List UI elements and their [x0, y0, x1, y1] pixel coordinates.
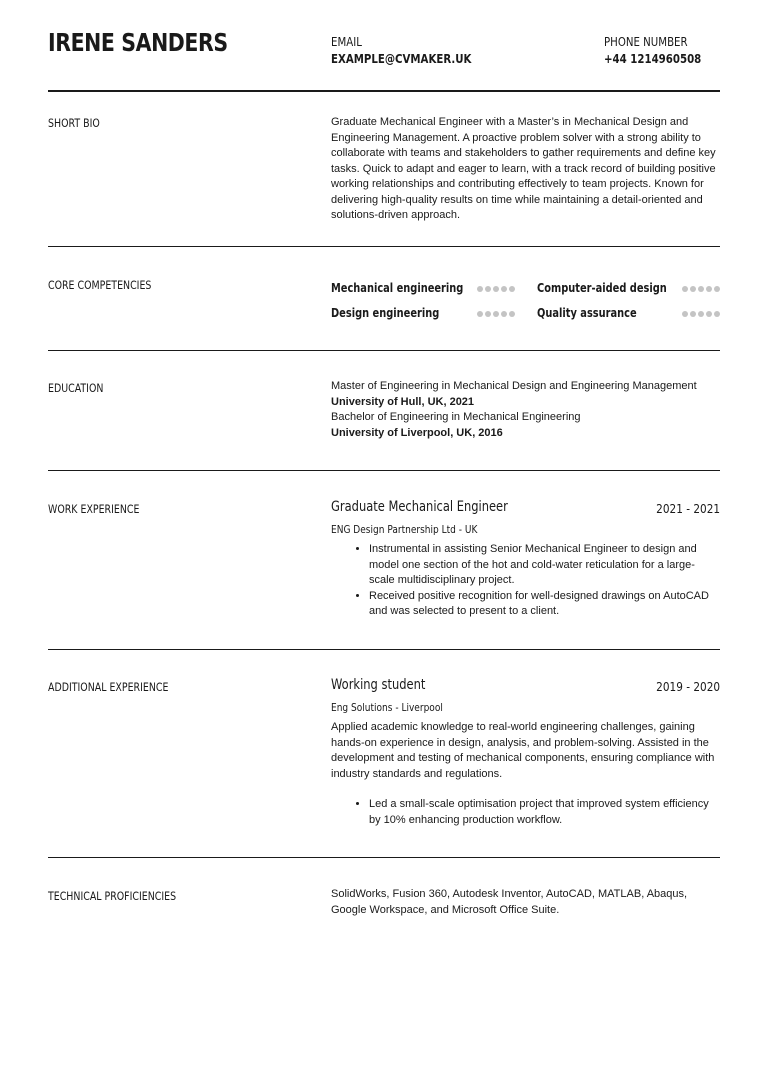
education-list — [331, 379, 720, 441]
competency-row — [331, 306, 720, 322]
bio-paragraph: Graduate Mechanical Engineer with a Master’s in Mechanical Design and Engineering Management. A proactive problem solver with a strong ability to collaborate with teams and stakeholders to gather requirements and define key tasks. Quick to adapt and eager to learn, with a track record of building positive working relationships and contributing effectively to team projects. Known for delivering high-quality results on time while maintaining a detail-oriented and solutions-driven approach. — [331, 116, 716, 221]
candidate-name: IRENE SANDERS — [48, 28, 228, 57]
section-divider — [48, 470, 720, 471]
competency-name: Quality assurance — [537, 306, 637, 320]
section-label-competencies: CORE COMPETENCIES — [48, 278, 152, 292]
job-company: Eng Solutions - Liverpool — [331, 701, 443, 714]
skill-dot — [485, 311, 491, 317]
email-value: EXAMPLE@CVMAKER.UK — [331, 52, 472, 66]
job-bullets — [331, 797, 720, 828]
skill-dot — [477, 311, 483, 317]
competency-name: Design engineering — [331, 306, 440, 320]
job-title: Working student — [331, 677, 426, 693]
skill-dot — [509, 286, 515, 292]
bio-text — [331, 115, 720, 224]
job-bullets — [331, 542, 720, 620]
email-label: EMAIL — [331, 35, 362, 49]
skill-dot — [485, 286, 491, 292]
skill-dot — [706, 311, 712, 317]
skill-dot — [698, 286, 704, 292]
job-description-text: Applied academic knowledge to real-world engineering challenges, gaining hands-on experience in design, analysis, and problem-solving. Assisted in the development and testing of mechanical components, ensuring compliance with industry standards and regulations. — [331, 721, 715, 780]
phone-label: PHONE NUMBER — [604, 35, 688, 49]
resume-header — [48, 28, 720, 90]
skill-dot — [501, 286, 507, 292]
section-label-additional: ADDITIONAL EXPERIENCE — [48, 680, 169, 694]
job-bullet: • Led a small-scale optimisation project that improved system efficiency by 10% enhancing production workflow. — [369, 797, 720, 828]
skill-dot — [682, 286, 688, 292]
skill-dot — [706, 286, 712, 292]
skill-dot — [682, 311, 688, 317]
section-label-bio: SHORT BIO — [48, 116, 100, 130]
skill-level-dots — [477, 311, 515, 318]
technical-paragraph: SolidWorks, Fusion 360, Autodesk Inventor, AutoCAD, MATLAB, Abaqus, Google Workspace, and Microsoft Office Suite. — [331, 888, 688, 916]
skill-dot — [690, 311, 696, 317]
degree-name: Master of Engineering in Mechanical Design and Engineering Management — [331, 380, 697, 392]
skill-dot — [493, 286, 499, 292]
section-label-technical: TECHNICAL PROFICIENCIES — [48, 889, 177, 903]
section-divider — [48, 649, 720, 650]
skill-dot — [509, 311, 515, 317]
skill-dot — [477, 286, 483, 292]
section-label-education: EDUCATION — [48, 381, 104, 395]
job-title: Graduate Mechanical Engineer — [331, 499, 508, 515]
competency-name: Computer-aided design — [537, 281, 667, 295]
skill-dot — [501, 311, 507, 317]
header-divider — [48, 90, 720, 92]
skill-dot — [690, 286, 696, 292]
school-name: University of Hull, UK, 2021 — [331, 395, 475, 408]
skill-dot — [493, 311, 499, 317]
skill-dot — [698, 311, 704, 317]
job-dates: 2021 - 2021 — [656, 501, 720, 516]
job-dates: 2019 - 2020 — [656, 679, 720, 694]
skill-level-dots — [682, 311, 720, 318]
school-name: University of Liverpool, UK, 2016 — [331, 426, 503, 439]
skill-dot — [714, 311, 720, 317]
job-description — [331, 720, 720, 782]
job-bullet: • Received positive recognition for well-designed drawings on AutoCAD and was selected to present to a client. — [369, 589, 720, 620]
skill-level-dots — [477, 286, 515, 293]
job-bullet: • Instrumental in assisting Senior Mechanical Engineer to design and model one section of the hot and cold-water reticulation for a large-scale multidisciplinary project. — [369, 542, 720, 589]
section-divider — [48, 857, 720, 858]
competency-row — [331, 281, 720, 297]
section-label-work: WORK EXPERIENCE — [48, 502, 140, 516]
degree-name: Bachelor of Engineering in Mechanical Engineering — [331, 411, 581, 423]
competency-name: Mechanical engineering — [331, 281, 464, 295]
section-divider — [48, 246, 720, 247]
section-divider — [48, 350, 720, 351]
skill-dot — [714, 286, 720, 292]
phone-block — [604, 34, 718, 68]
phone-value: +44 1214960508 — [604, 52, 702, 66]
skill-level-dots — [682, 286, 720, 293]
job-company: ENG Design Partnership Ltd - UK — [331, 523, 478, 536]
technical-text — [331, 887, 720, 918]
email-block — [331, 34, 496, 68]
